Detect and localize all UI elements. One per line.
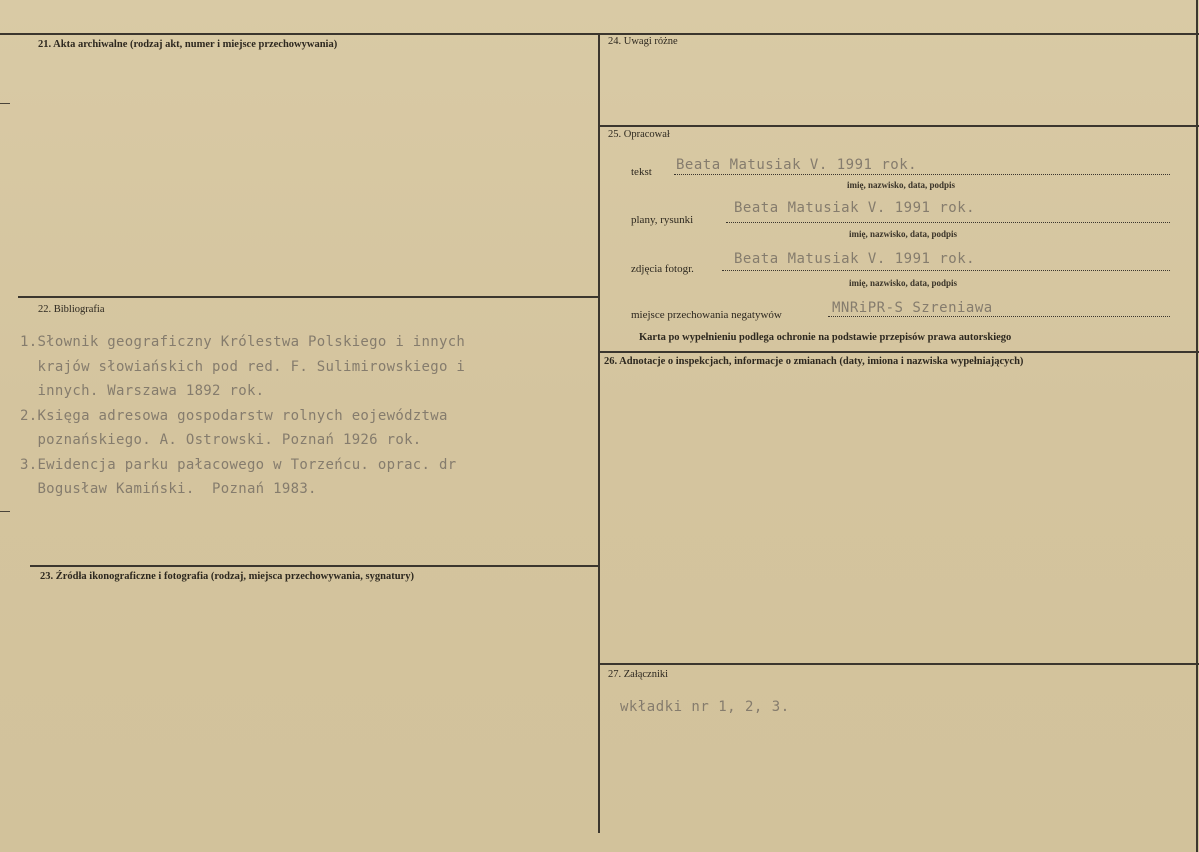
section-25-label: 25. Opracował (608, 129, 670, 140)
bibliography-line: innych. Warszawa 1892 rok. (20, 383, 265, 399)
bibliography-line: 2.Księga adresowa gospodarstw rolnych eojewództwa (20, 407, 448, 424)
attachments-value: wkładki nr 1, 2, 3. (620, 699, 790, 715)
copyright-note: Karta po wypełnieniu podlega ochronie na podstawie przepisów prawa autorskiego (639, 332, 1012, 343)
center-divider (598, 33, 600, 833)
bibliography-line: 1.Słownik geograficzny Królestwa Polskiego i innych (20, 334, 466, 350)
margin-tick (0, 103, 10, 104)
margin-tick (0, 511, 10, 512)
tekst-line (674, 174, 1170, 175)
bibliography-list (20, 330, 465, 502)
plany-line (726, 222, 1170, 223)
bibliography-line: poznańskiego. A. Ostrowski. Poznań 1926 rok. (20, 432, 422, 448)
right-edge-line (1196, 0, 1198, 852)
zdjecia-caption: imię, nazwisko, data, podpis (849, 278, 958, 288)
zdjecia-label: zdjęcia fotogr. (631, 263, 694, 275)
zdjecia-value: Beata Matusiak V. 1991 rok. (734, 251, 976, 267)
tekst-label: tekst (631, 166, 652, 178)
negatywy-label: miejsce przechowania negatywów (631, 309, 782, 321)
section-24-label: 24. Uwagi różne (608, 36, 678, 47)
section-23-label: 23. Źródła ikonograficzne i fotografia (rodzaj, miejsca przechowywania, sygnatury) (40, 571, 414, 582)
divider-24-25 (600, 125, 1199, 127)
bibliography-line: krajów słowiańskich pod red. F. Sulimirowskiego i (20, 358, 466, 375)
section-21-label: 21. Akta archiwalne (rodzaj akt, numer i miejsce przechowywania) (38, 39, 338, 50)
section-26-label: 26. Adnotacje o inspekcjach, informacje o zmianach (daty, imiona i nazwiska wypełniających) (604, 356, 1024, 367)
divider-25-26 (600, 351, 1199, 353)
section-22-label: 22. Bibliografia (38, 304, 105, 315)
plany-value: Beata Matusiak V. 1991 rok. (734, 200, 976, 216)
plany-caption: imię, nazwisko, data, podpis (849, 229, 958, 239)
zdjecia-line (722, 270, 1170, 271)
divider-21-22 (18, 296, 598, 298)
divider-26-27 (600, 663, 1199, 665)
negatywy-value: MNRiPR-S Szreniawa (832, 300, 993, 316)
section-27-label: 27. Załączniki (608, 669, 669, 680)
negatywy-line (828, 316, 1170, 317)
plany-label: plany, rysunki (631, 214, 694, 226)
bibliography-line: 3.Ewidencja parku pałacowego w Torzeńcu. oprac. dr (20, 456, 457, 473)
tekst-value: Beata Matusiak V. 1991 rok. (676, 157, 918, 173)
divider-22-23 (30, 565, 598, 567)
bibliography-line: Bogusław Kamiński. Poznań 1983. (20, 481, 317, 497)
tekst-caption: imię, nazwisko, data, podpis (847, 180, 956, 190)
